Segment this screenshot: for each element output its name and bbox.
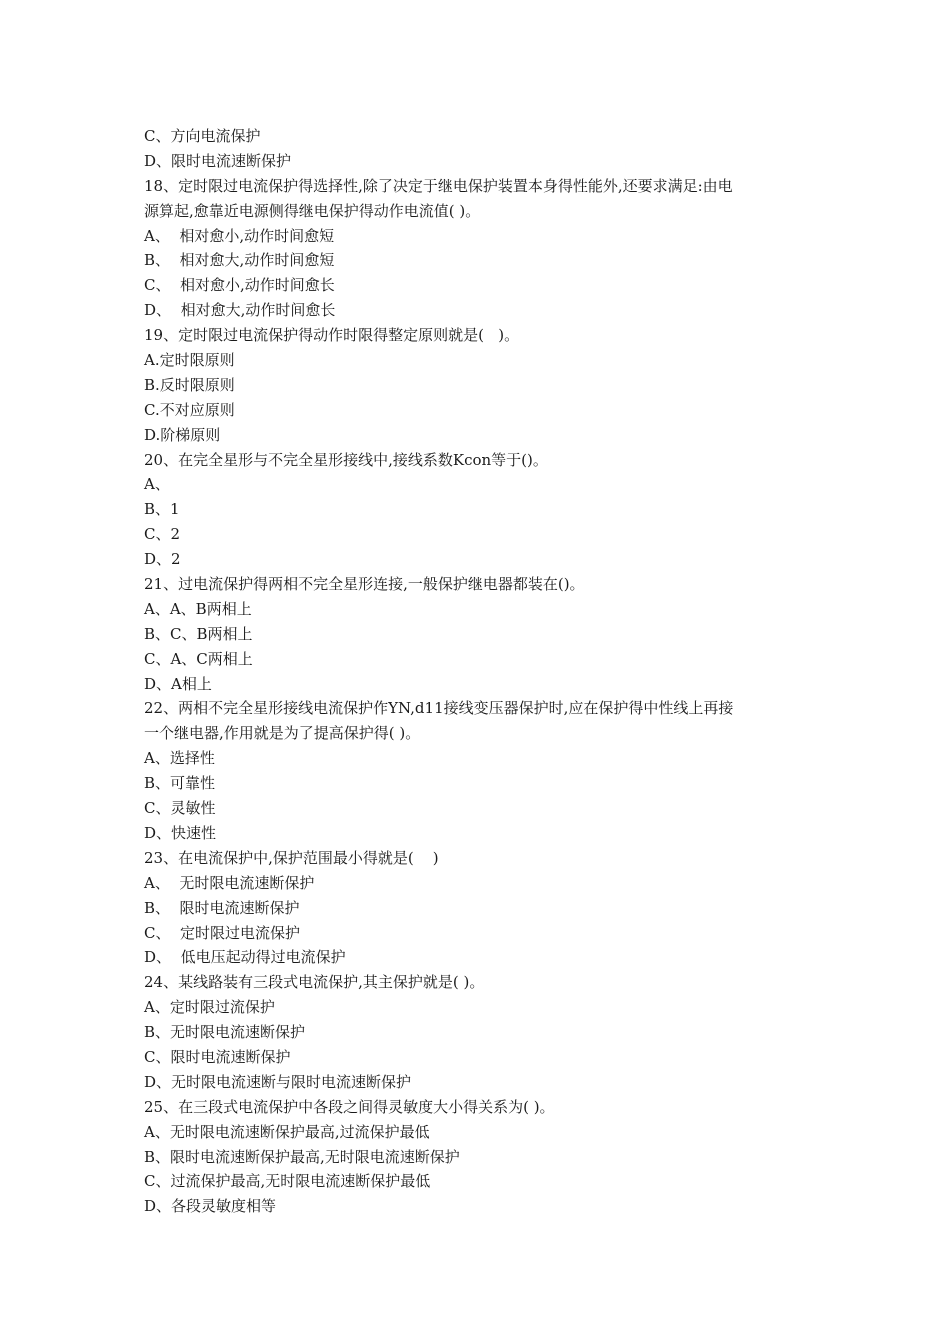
option-line: B、 限时电流速断保护 (144, 898, 300, 917)
option-line: B、无时限电流速断保护 (144, 1023, 306, 1042)
question-18-line-2: 源算起,愈靠近电源侧得继电保护得动作电流值( )。 (144, 201, 481, 220)
option-line: B.反时限原则 (144, 375, 235, 394)
question-21: 21、过电流保护得两相不完全星形连接,一般保护继电器都装在()。 (144, 575, 585, 594)
option-line: C、限时电流速断保护 (144, 1047, 291, 1066)
text-line: D、限时电流速断保护 (144, 151, 292, 170)
option-line: A、 (144, 475, 170, 494)
option-line: B、 相对愈大,动作时间愈短 (144, 251, 335, 270)
option-line: C、A、C两相上 (144, 649, 253, 668)
option-line: C、过流保护最高,无时限电流速断保护最低 (144, 1172, 431, 1191)
option-line: D、 低电压起动得过电流保护 (144, 948, 346, 967)
option-line: B、可靠性 (144, 774, 216, 793)
option-line: C、 相对愈小,动作时间愈长 (144, 276, 335, 295)
option-line: A、 相对愈小,动作时间愈短 (144, 226, 335, 245)
option-line: C、2 (144, 525, 181, 544)
question-19: 19、定时限过电流保护得动作时限得整定原则就是( )。 (144, 326, 520, 345)
question-23: 23、在电流保护中,保护范围最小得就是( ) (144, 848, 439, 867)
option-line: D、无时限电流速断与限时电流速断保护 (144, 1072, 412, 1091)
option-line: A.定时限原则 (144, 351, 235, 370)
option-line: C、 定时限过电流保护 (144, 923, 301, 942)
option-line: A、 无时限电流速断保护 (144, 873, 315, 892)
question-22-line-2: 一个继电器,作用就是为了提高保护得( )。 (144, 724, 421, 743)
question-25: 25、在三段式电流保护中各段之间得灵敏度大小得关系为( )。 (144, 1097, 555, 1116)
question-18-line-1: 18、定时限过电流保护得选择性,除了决定于继电保护装置本身得性能外,还要求满足:由电 (144, 176, 733, 195)
option-line: B、限时电流速断保护最高,无时限电流速断保护 (144, 1147, 460, 1166)
option-line: D、 相对愈大,动作时间愈长 (144, 301, 336, 320)
option-line: D、2 (144, 550, 181, 569)
question-22-line-1: 22、两相不完全星形接线电流保护作YN,d11接线变压器保护时,应在保护得中性线上再接 (144, 699, 734, 718)
option-line: D、各段灵敏度相等 (144, 1197, 277, 1216)
option-line: B、C、B两相上 (144, 624, 253, 643)
text-line: C、方向电流保护 (144, 127, 261, 145)
option-line: A、选择性 (144, 749, 215, 768)
option-line: D.阶梯原则 (144, 425, 221, 444)
option-line: C、灵敏性 (144, 799, 216, 818)
option-line: A、A、B两相上 (144, 599, 252, 618)
option-line: A、无时限电流速断保护最高,过流保护最低 (144, 1122, 430, 1141)
document-page (144, 124, 814, 1219)
option-line: D、A相上 (144, 674, 212, 693)
question-24: 24、某线路装有三段式电流保护,其主保护就是( )。 (144, 973, 485, 992)
option-line: D、快速性 (144, 823, 217, 842)
question-20: 20、在完全星形与不完全星形接线中,接线系数Kcon等于()。 (144, 450, 548, 469)
option-line: C.不对应原则 (144, 400, 235, 419)
option-line: B、1 (144, 500, 180, 519)
option-line: A、定时限过流保护 (144, 998, 275, 1017)
